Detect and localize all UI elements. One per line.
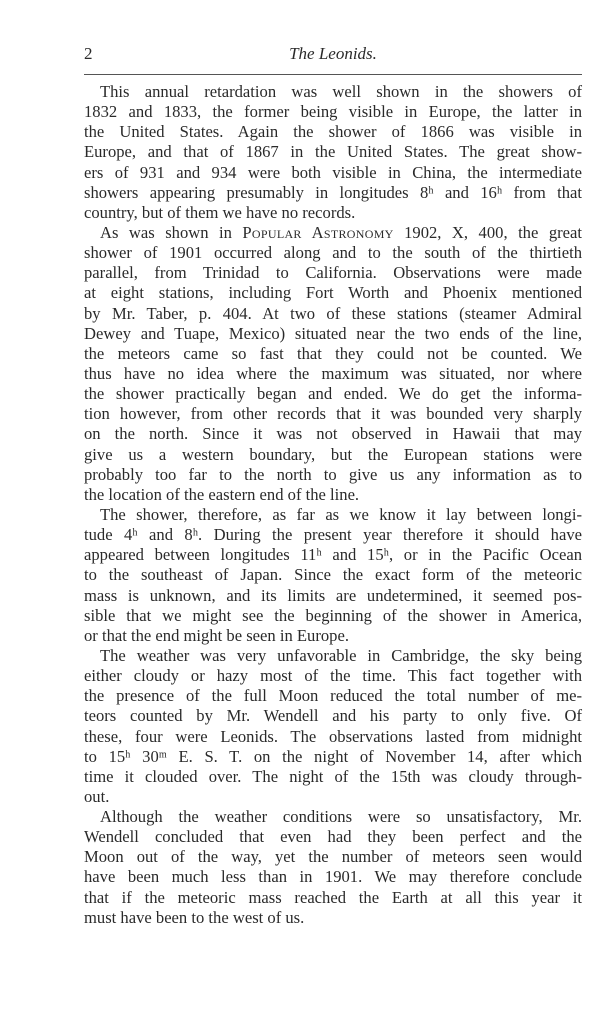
text-line: mass is unknown, and its limits are undetermined, it seemed pos- <box>84 585 582 605</box>
text-line: thus have no idea where the maximum was situated, nor where <box>84 363 582 383</box>
text-line: give us a western boundary, but the European stations were <box>84 444 582 464</box>
paragraph <box>84 505 582 646</box>
body-text <box>84 82 582 928</box>
page-number: 2 <box>84 44 93 63</box>
text-line: to 15ʰ 30ᵐ E. S. T. on the night of November 14, after which <box>84 746 582 766</box>
paragraph <box>84 646 582 807</box>
paragraph <box>84 223 582 505</box>
text-line: the meteors came so fast that they could not be counted. We <box>84 343 582 363</box>
text-line: sible that we might see the beginning of the shower in America, <box>84 605 582 625</box>
journal-name: Popular Astronomy <box>242 222 394 242</box>
text-line: As was shown in Popular Astronomy 1902, X, 400, the great <box>100 222 582 242</box>
text-line: that if the meteoric mass reached the Earth at all this year it <box>84 887 582 907</box>
text-line: the location of the eastern end of the line. <box>84 484 360 504</box>
paragraph <box>84 82 582 223</box>
text-line: out. <box>84 786 110 806</box>
text-line: either cloudy or hazy most of the time. This fact together with <box>84 666 582 686</box>
text-line: by Mr. Taber, p. 404. At two of these stations (steamer Admiral <box>84 303 582 323</box>
text-line: time it clouded over. The night of the 15th was cloudy through- <box>84 766 582 786</box>
text-line: ers of 931 and 934 were both visible in China, the intermediate <box>84 162 582 182</box>
running-head <box>84 44 582 66</box>
text-line: probably too far to the north to give us any information as to <box>84 464 582 484</box>
text-line: the shower practically began and ended. We do get the informa- <box>84 384 582 404</box>
text-line: tude 4ʰ and 8ʰ. During the present year therefore it should have <box>84 525 582 545</box>
text-line: This annual retardation was well shown in the showers of <box>100 82 582 101</box>
text-line: or that the end might be seen in Europe. <box>84 625 349 645</box>
text-line: Although the weather conditions were so unsatisfactory, Mr. <box>100 807 582 827</box>
page-title: The Leonids. <box>289 44 377 63</box>
text-line: Moon out of the way, yet the number of meteors seen would <box>84 847 582 867</box>
text-line: showers appearing presumably in longitudes 8ʰ and 16ʰ from that <box>84 182 582 202</box>
paragraph <box>84 807 582 928</box>
text-line: The weather was very unfavorable in Cambridge, the sky being <box>100 645 582 665</box>
text-line: on the north. Since it was not observed in Hawaii that may <box>84 424 582 444</box>
text-line: to the southeast of Japan. Since the exact form of the meteoric <box>84 565 582 585</box>
text-line: country, but of them we have no records. <box>84 202 356 222</box>
text-line: 1832 and 1833, the former being visible in Europe, the latter in <box>84 102 582 122</box>
text-line: The shower, therefore, as far as we know it lay between longi- <box>100 504 582 524</box>
text-line: must have been to the west of us. <box>84 907 305 927</box>
text-line: the United States. Again the shower of 1866 was visible in <box>84 122 582 142</box>
header-rule <box>84 74 582 75</box>
text-line: teors counted by Mr. Wendell and his party to only five. Of <box>84 706 582 726</box>
text-line: have been much less than in 1901. We may therefore conclude <box>84 867 582 887</box>
text-line: Dewey and Tuape, Mexico) situated near the two ends of the line, <box>84 323 582 343</box>
text-line: Europe, and that of 1867 in the United States. The great show- <box>84 142 582 162</box>
text-line: at eight stations, including Fort Worth and Phoenix mentioned <box>84 283 582 303</box>
text-line: parallel, from Trinidad to California. Observations were made <box>84 263 582 283</box>
text-line: appeared between longitudes 11ʰ and 15ʰ, or in the Pacific Ocean <box>84 545 582 565</box>
text-line: shower of 1901 occurred along and to the south of the thirtieth <box>84 243 582 263</box>
text-line: Wendell concluded that even had they been perfect and the <box>84 827 582 847</box>
text-line: these, four were Leonids. The observations lasted from midnight <box>84 726 582 746</box>
text-line: tion however, from other records that it was bounded very sharply <box>84 404 582 424</box>
text-line: the presence of the full Moon reduced the total number of me- <box>84 686 582 706</box>
